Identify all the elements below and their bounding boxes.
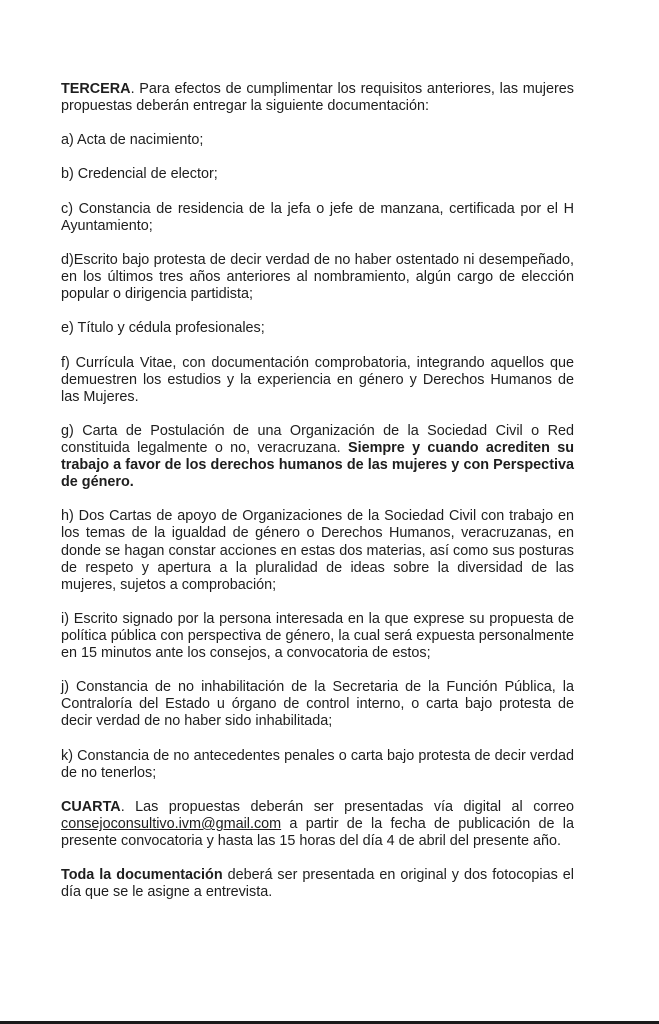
requirement-f: f) Currícula Vitae, con documentación comprobatoria, integrando aquellos que demuestren los estudios y la experiencia en género y Derechos Humanos de las Mujeres. bbox=[61, 354, 574, 405]
requirement-g-text: g) Carta de Postulación de una Organización de la Sociedad Civil o Red constituida legalmente o no, veracruzana. bbox=[61, 422, 574, 456]
requirement-j: j) Constancia de no inhabilitación de la Secretaria de la Función Pública, la Contraloría del Estado u órgano de control interno, o carta bajo protesta de decir verdad de no haber sido inhabilitada; bbox=[61, 679, 574, 730]
requirement-k: k) Constancia de no antecedentes penales o carta bajo protesta de decir verdad de no tenerlos; bbox=[61, 747, 574, 781]
requirement-i: i) Escrito signado por la persona interesada en la que exprese su propuesta de política pública con perspectiva de género, la cual será expuesta personalmente en 15 minutos ante los consejos, a convocatoria de estos; bbox=[61, 610, 574, 662]
final-note-text: deberá ser presentada en original y dos fotocopias el día que se le asigne a entrevista. bbox=[61, 867, 574, 901]
requirement-c: c) Constancia de residencia de la jefa o jefe de manzana, certificada por el H Ayuntamiento; bbox=[61, 200, 574, 234]
requirement-b: b) Credencial de elector; bbox=[61, 166, 218, 183]
requirement-g-emphasis: Siempre y cuando acrediten su trabajo a favor de los derechos humanos de las mujeres y con Perspectiva de género. bbox=[61, 439, 574, 491]
requirement-g bbox=[61, 423, 574, 491]
clause-cuarta-text-after: a partir de la fecha de publicación de la presente convocatoria y hasta las 15 horas del día 4 de abril del presente año. bbox=[61, 816, 574, 850]
clause-tercera-text: . Para efectos de cumplimentar los requisitos anteriores, las mujeres propuestas deberán entregar la siguiente documentación: bbox=[61, 81, 574, 115]
final-note-emphasis: Toda la documentación bbox=[61, 867, 223, 884]
requirement-d: d)Escrito bajo protesta de decir verdad de no haber ostentado ni desempeñado, en los últimos tres años anteriores al nombramiento, algún cargo de elección popular o dirigencia partidista; bbox=[61, 251, 574, 303]
clause-cuarta-heading: CUARTA bbox=[61, 798, 121, 815]
clause-tercera bbox=[61, 81, 574, 115]
document-page bbox=[61, 81, 574, 919]
requirement-e: e) Título y cédula profesionales; bbox=[61, 320, 265, 337]
clause-cuarta bbox=[61, 799, 574, 850]
final-note bbox=[61, 867, 574, 901]
clause-cuarta-text-before: . Las propuestas deberán ser presentadas vía digital al correo bbox=[120, 798, 574, 815]
requirement-a: a) Acta de nacimiento; bbox=[61, 132, 204, 149]
email-link[interactable]: consejoconsultivo.ivm@gmail.com bbox=[61, 816, 282, 833]
requirement-h: h) Dos Cartas de apoyo de Organizaciones de la Sociedad Civil con trabajo en los temas de la igualdad de género o Derechos Humanos, veracruzanas, en donde se hagan constar acciones en estas dos materias, así como sus posturas de respeto y apertura a la pluralidad de ideas sobre la diversidad de las mujeres, sujetos a comprobación; bbox=[61, 508, 574, 593]
clause-tercera-heading: TERCERA bbox=[61, 81, 131, 97]
